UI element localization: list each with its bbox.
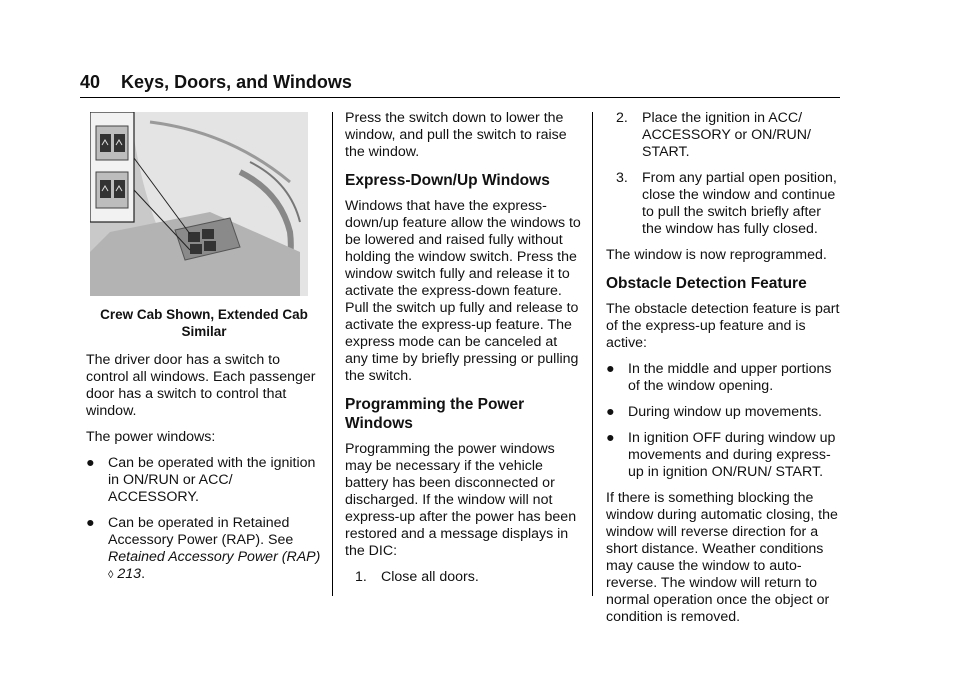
step-number: 3. [616, 170, 628, 186]
column-divider [332, 112, 333, 596]
cross-reference-page[interactable]: 213 [117, 566, 142, 582]
bullet-icon: ● [606, 404, 615, 420]
step-text: Close all doors. [381, 569, 479, 585]
section-heading: Obstacle Detection Feature [606, 275, 807, 292]
step-number: 1. [355, 569, 367, 585]
bullet-item [606, 404, 844, 421]
bullet-text: Can be operated with the ignition in ON/RUN or ACC/ ACCESSORY. [108, 455, 316, 505]
bullet-item [606, 430, 844, 481]
header-rule [80, 97, 840, 98]
paragraph: Windows that have the express-down/up feature allow the windows to be lowered and raised fully without holding the window switch. Press the window switch fully and release it to activate the express-down feature. Pull the switch up fully and release to activate the express-up feature. The express mode can be canceled at any time by briefly pressing or pulling the switch. [345, 198, 581, 384]
bullet-text-part: Can be operated in Retained Accessory Power (RAP). See [108, 515, 294, 548]
bullet-icon: ● [86, 455, 95, 471]
punctuation: . [141, 566, 146, 582]
bullet-text: In the middle and upper portions of the window opening. [628, 361, 832, 394]
bullet-icon: ● [606, 430, 615, 446]
section-heading: Express-Down/Up Windows [345, 172, 550, 189]
window-switch-icon [100, 180, 111, 198]
page-number: 40 [80, 72, 101, 92]
door-panel-illustration [90, 112, 308, 296]
figure-caption: Crew Cab Shown, Extended Cab Similar [100, 307, 308, 339]
window-switch-icon [114, 180, 125, 198]
column-1 [86, 112, 322, 593]
column-2 [345, 110, 581, 595]
numbered-step [606, 110, 844, 161]
numbered-step [606, 170, 844, 238]
page-header [80, 72, 352, 93]
bullet-item [606, 361, 844, 395]
bullet-icon: ● [606, 361, 615, 377]
paragraph: Programming the power windows may be necessary if the vehicle battery has been disconnected or discharged. If the window will not express-up after the power has been restored and a message displays in the DIC: [345, 441, 577, 559]
door-switch-figure [90, 112, 308, 296]
step-text: From any partial open position, close the window and continue to pull the switch briefly after the window has fully closed. [642, 170, 837, 237]
step-text: Place the ignition in ACC/ ACCESSORY or ON/RUN/ START. [642, 110, 811, 160]
paragraph: Press the switch down to lower the window, and pull the switch to raise the window. [345, 110, 567, 160]
bullet-item [86, 515, 322, 584]
column-3 [606, 110, 844, 635]
paragraph: The driver door has a switch to control all windows. Each passenger door has a switch to control that window. [86, 352, 316, 419]
bullet-text [108, 515, 322, 584]
bullet-text: During window up movements. [628, 404, 822, 420]
paragraph: The power windows: [86, 429, 216, 445]
column-divider [592, 112, 593, 596]
paragraph: The window is now reprogrammed. [606, 247, 827, 263]
paragraph: The obstacle detection feature is part of the express-up feature and is active: [606, 301, 840, 351]
numbered-step [345, 569, 581, 586]
bullet-icon: ● [86, 515, 95, 531]
bullet-text: In ignition OFF during window up movements and during express-up in ignition ON/RUN/ START. [628, 430, 836, 480]
paragraph: If there is something blocking the window during automatic closing, the window will reverse direction for a short distance. Weather conditions may cause the window to auto-reverse. The window will return to normal operation once the object or condition is removed. [606, 490, 838, 625]
step-number: 2. [616, 110, 628, 126]
section-heading: Programming the Power Windows [345, 396, 525, 432]
page-ref-icon: ◊ [108, 569, 114, 581]
window-switch-icon [100, 134, 111, 152]
window-switch-icon [114, 134, 125, 152]
cross-reference-link[interactable]: Retained Accessory Power (RAP) [108, 549, 321, 565]
section-title: Keys, Doors, and Windows [121, 72, 352, 92]
bullet-item [86, 455, 322, 506]
